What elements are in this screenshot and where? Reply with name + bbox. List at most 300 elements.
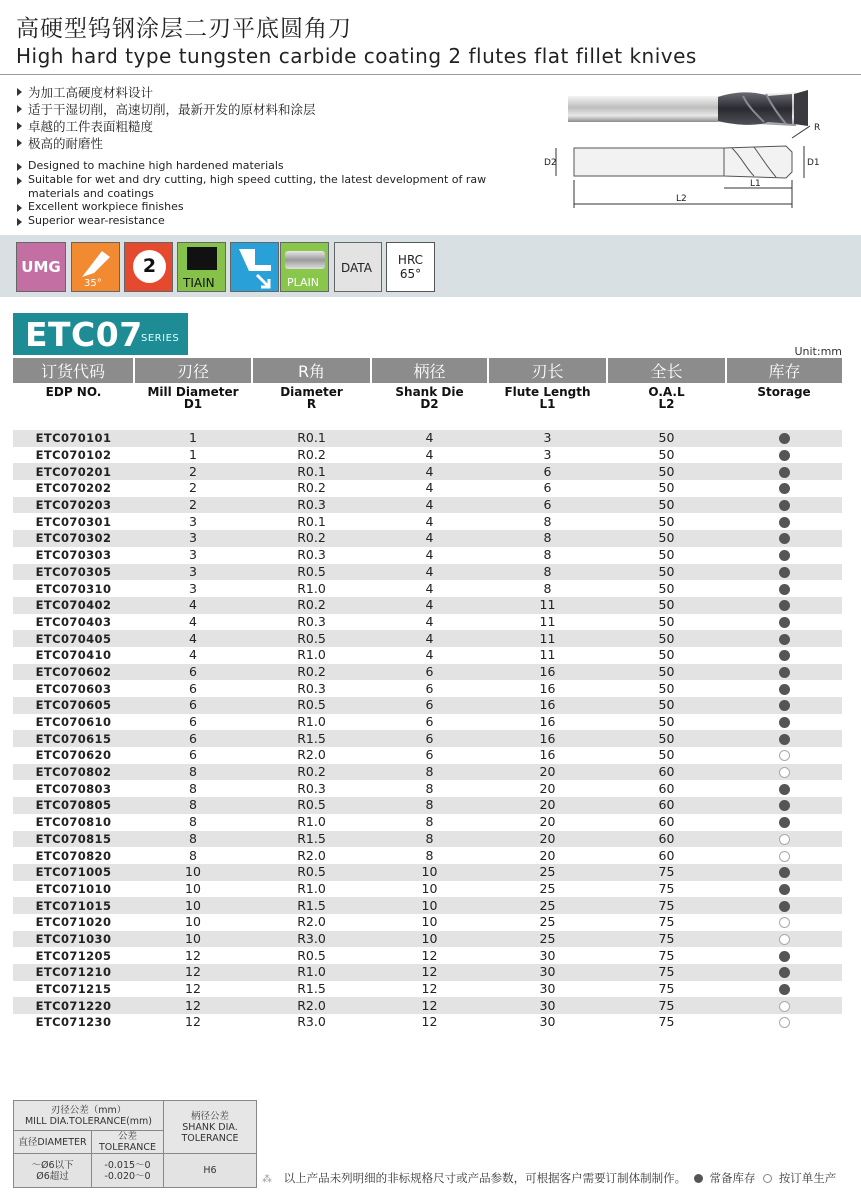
table-cell: R0.3 — [252, 547, 371, 564]
table-cell: 10 — [134, 914, 252, 931]
in-stock-icon — [779, 650, 790, 661]
edp-cell: ETC070302 — [13, 530, 134, 547]
table-cell: 75 — [607, 881, 726, 898]
table-cell: 1 — [134, 430, 252, 447]
in-stock-icon — [779, 734, 790, 745]
table-cell: 50 — [607, 647, 726, 664]
feature-list-en — [16, 159, 536, 228]
in-stock-icon — [779, 700, 790, 711]
table-row — [13, 597, 842, 614]
table-cell: R2.0 — [252, 914, 371, 931]
hrc-value: 65° — [399, 267, 422, 281]
column-header-en — [134, 383, 252, 430]
table-cell: 10 — [371, 864, 488, 881]
table-row — [13, 547, 842, 564]
footnote — [262, 1170, 836, 1186]
helix-angle-icon — [71, 242, 120, 292]
stock-legend-icon — [694, 1174, 703, 1183]
l2-label: L2 — [676, 194, 687, 204]
storage-cell — [726, 814, 842, 831]
shank-tolerance-value: H6 — [164, 1154, 257, 1188]
storage-cell — [726, 513, 842, 530]
in-stock-icon — [779, 634, 790, 645]
edp-cell: ETC071005 — [13, 864, 134, 881]
edp-cell: ETC071210 — [13, 964, 134, 981]
column-header-cn: 订货代码 — [13, 358, 134, 383]
diameter-range-2: Ø6超过 — [36, 1170, 69, 1182]
table-cell: 8 — [134, 814, 252, 831]
in-stock-icon — [779, 450, 790, 461]
table-cell: 11 — [488, 647, 607, 664]
column-header-cn: 柄径 — [371, 358, 488, 383]
table-cell: 50 — [607, 680, 726, 697]
storage-cell — [726, 463, 842, 480]
in-stock-icon — [779, 617, 790, 628]
table-cell: 8 — [134, 797, 252, 814]
table-cell: 3 — [134, 547, 252, 564]
table-cell: R1.5 — [252, 897, 371, 914]
table-cell: 8 — [134, 847, 252, 864]
table-cell: R2.0 — [252, 747, 371, 764]
table-cell: 12 — [134, 964, 252, 981]
table-cell: 75 — [607, 964, 726, 981]
table-cell: 3 — [488, 430, 607, 447]
made-to-order-icon — [779, 767, 790, 778]
table-cell: R0.2 — [252, 530, 371, 547]
table-cell: 3 — [134, 564, 252, 581]
table-cell: 50 — [607, 513, 726, 530]
table-cell: 6 — [488, 497, 607, 514]
table-row — [13, 614, 842, 631]
table-cell: 10 — [371, 897, 488, 914]
table-cell: 50 — [607, 530, 726, 547]
table-cell: R0.2 — [252, 597, 371, 614]
in-stock-icon — [779, 984, 790, 995]
table-cell: 4 — [134, 647, 252, 664]
table-cell: 4 — [134, 597, 252, 614]
table-cell: 50 — [607, 480, 726, 497]
table-cell: 10 — [134, 881, 252, 898]
column-header-en — [488, 383, 607, 430]
table-cell: 10 — [134, 931, 252, 948]
storage-cell — [726, 697, 842, 714]
table-row — [13, 697, 842, 714]
coating-icon — [177, 242, 226, 292]
table-cell: R2.0 — [252, 997, 371, 1014]
table-cell: 8 — [488, 530, 607, 547]
storage-cell — [726, 1014, 842, 1031]
table-cell: 3 — [134, 530, 252, 547]
table-row — [13, 447, 842, 464]
table-row — [13, 831, 842, 848]
table-row — [13, 847, 842, 864]
table-cell: 12 — [371, 964, 488, 981]
table-cell: 6 — [134, 664, 252, 681]
made-to-order-icon — [779, 1017, 790, 1028]
table-cell: 4 — [371, 597, 488, 614]
edp-cell: ETC070802 — [13, 764, 134, 781]
storage-cell — [726, 831, 842, 848]
tolerance-value-1: -0.015～0 — [104, 1159, 151, 1171]
table-cell: 12 — [371, 947, 488, 964]
table-cell: 75 — [607, 864, 726, 881]
storage-cell — [726, 580, 842, 597]
table-cell: 8 — [371, 847, 488, 864]
in-stock-icon — [779, 867, 790, 878]
edp-cell: ETC070403 — [13, 614, 134, 631]
table-cell: 11 — [488, 614, 607, 631]
spec-table-body — [13, 430, 842, 1031]
stock-legend-label: 常备库存 — [709, 1171, 756, 1185]
table-cell: 16 — [488, 714, 607, 731]
storage-cell — [726, 430, 842, 447]
table-cell: 6 — [134, 714, 252, 731]
edp-cell: ETC070101 — [13, 430, 134, 447]
table-cell: R0.3 — [252, 497, 371, 514]
table-cell: 16 — [488, 747, 607, 764]
table-cell: 8 — [488, 564, 607, 581]
in-stock-icon — [779, 500, 790, 511]
edp-cell: ETC070820 — [13, 847, 134, 864]
page-title-en: High hard type tungsten carbide coating 2 flutes flat fillet knives — [16, 44, 697, 68]
table-row — [13, 864, 842, 881]
table-cell: 12 — [371, 981, 488, 998]
table-cell: R0.5 — [252, 630, 371, 647]
table-cell: 4 — [371, 647, 488, 664]
in-stock-icon — [779, 483, 790, 494]
table-cell: 8 — [488, 580, 607, 597]
coating-label: TIAIN — [183, 276, 215, 290]
feature-cn-item: 极高的耐磨性 — [16, 135, 536, 152]
spec-table — [13, 358, 842, 1031]
edp-cell: ETC070615 — [13, 730, 134, 747]
feature-cn-item: 卓越的工件表面粗糙度 — [16, 118, 536, 135]
in-stock-icon — [779, 784, 790, 795]
edp-cell: ETC070410 — [13, 647, 134, 664]
title-divider — [0, 74, 861, 75]
made-to-order-icon — [779, 851, 790, 862]
shank-tolerance-cn: 柄径公差 — [190, 1110, 229, 1122]
unit-label: Unit:mm — [794, 345, 842, 358]
table-cell: 4 — [371, 630, 488, 647]
in-stock-icon — [779, 433, 790, 444]
edp-cell: ETC071220 — [13, 997, 134, 1014]
table-cell: 60 — [607, 780, 726, 797]
edp-cell: ETC071205 — [13, 947, 134, 964]
table-row — [13, 797, 842, 814]
column-header-en-main: Storage — [757, 385, 811, 399]
table-cell: 8 — [488, 513, 607, 530]
storage-cell — [726, 797, 842, 814]
table-cell: R1.0 — [252, 714, 371, 731]
storage-cell — [726, 931, 842, 948]
storage-cell — [726, 547, 842, 564]
table-cell: R1.5 — [252, 831, 371, 848]
table-cell: R1.0 — [252, 580, 371, 597]
table-cell: 16 — [488, 730, 607, 747]
table-cell: 4 — [371, 463, 488, 480]
table-cell: 6 — [134, 747, 252, 764]
table-cell: 50 — [607, 747, 726, 764]
helix-angle-label: 35° — [84, 278, 102, 289]
table-cell: 75 — [607, 914, 726, 931]
table-cell: 1 — [134, 447, 252, 464]
table-row — [13, 580, 842, 597]
edp-cell: ETC071215 — [13, 981, 134, 998]
storage-cell — [726, 847, 842, 864]
storage-cell — [726, 764, 842, 781]
table-cell: R0.1 — [252, 463, 371, 480]
table-cell: 6 — [371, 714, 488, 731]
table-cell: 60 — [607, 797, 726, 814]
column-header-en-main: Flute Length — [504, 385, 591, 399]
table-cell: 4 — [371, 580, 488, 597]
column-header-cn: 全长 — [607, 358, 726, 383]
table-row — [13, 1014, 842, 1031]
table-cell: 6 — [371, 680, 488, 697]
in-stock-icon — [779, 717, 790, 728]
column-header-cn: R角 — [252, 358, 371, 383]
table-cell: 3 — [488, 447, 607, 464]
made-to-order-icon — [779, 834, 790, 845]
table-cell: R0.1 — [252, 513, 371, 530]
table-row — [13, 480, 842, 497]
storage-cell — [726, 564, 842, 581]
table-cell: 3 — [134, 513, 252, 530]
table-cell: 4 — [371, 564, 488, 581]
flutes-icon — [124, 242, 173, 292]
storage-cell — [726, 664, 842, 681]
table-cell: 30 — [488, 997, 607, 1014]
column-header-en-symbol: R — [306, 397, 317, 411]
table-cell: 12 — [371, 997, 488, 1014]
column-header-en — [726, 383, 842, 430]
table-cell: 4 — [371, 547, 488, 564]
edp-cell: ETC070610 — [13, 714, 134, 731]
table-cell: 4 — [371, 430, 488, 447]
table-cell: 30 — [488, 964, 607, 981]
feature-en-item: Designed to machine high hardened materials — [16, 159, 536, 173]
feature-list — [16, 84, 536, 228]
table-cell: 6 — [371, 664, 488, 681]
column-header-en-symbol: L2 — [658, 397, 675, 411]
corner-radius-icon — [230, 242, 279, 292]
feature-en-item: Suitable for wet and dry cutting, high speed cutting, the latest development of raw materials and coatings — [16, 173, 536, 201]
table-cell: R0.2 — [252, 480, 371, 497]
table-cell: R1.5 — [252, 981, 371, 998]
table-cell: 11 — [488, 630, 607, 647]
storage-cell — [726, 864, 842, 881]
table-cell: 50 — [607, 714, 726, 731]
table-cell: 60 — [607, 814, 726, 831]
table-cell: 6 — [371, 697, 488, 714]
table-row — [13, 897, 842, 914]
table-cell: 50 — [607, 730, 726, 747]
table-cell: 4 — [134, 630, 252, 647]
storage-cell — [726, 914, 842, 931]
table-cell: 75 — [607, 931, 726, 948]
table-cell: 20 — [488, 764, 607, 781]
table-cell: R1.0 — [252, 881, 371, 898]
storage-cell — [726, 881, 842, 898]
table-cell: R0.3 — [252, 780, 371, 797]
table-cell: R0.2 — [252, 664, 371, 681]
made-to-order-icon — [779, 934, 790, 945]
column-header-cn: 刃径 — [134, 358, 252, 383]
table-cell: 10 — [134, 897, 252, 914]
table-cell: 10 — [371, 914, 488, 931]
table-cell: 6 — [488, 463, 607, 480]
order-legend-label: 按订单生产 — [778, 1171, 837, 1185]
table-cell: 8 — [134, 764, 252, 781]
column-header-en-main: EDP NO. — [45, 385, 102, 399]
flutes-count: 2 — [133, 250, 166, 283]
table-row — [13, 997, 842, 1014]
series-name: ETC07 — [25, 315, 143, 354]
tolerance-col-header: 公差TOLERANCE — [92, 1131, 164, 1154]
in-stock-icon — [779, 533, 790, 544]
data-label: DATA — [341, 261, 372, 275]
edp-cell: ETC070201 — [13, 463, 134, 480]
column-header-cn: 库存 — [726, 358, 842, 383]
edp-cell: ETC070602 — [13, 664, 134, 681]
shank-type-label: PLAIN — [287, 276, 320, 289]
storage-cell — [726, 780, 842, 797]
storage-cell — [726, 897, 842, 914]
table-cell: 50 — [607, 580, 726, 597]
table-cell: 4 — [371, 614, 488, 631]
edp-cell: ETC070605 — [13, 697, 134, 714]
edp-cell: ETC070402 — [13, 597, 134, 614]
table-row — [13, 664, 842, 681]
table-row — [13, 680, 842, 697]
edp-cell: ETC070310 — [13, 580, 134, 597]
table-cell: R0.5 — [252, 697, 371, 714]
tool-drawing — [540, 118, 852, 212]
table-row — [13, 497, 842, 514]
table-cell: 2 — [134, 463, 252, 480]
tolerance-values — [92, 1154, 164, 1188]
edp-cell: ETC071230 — [13, 1014, 134, 1031]
edp-cell: ETC070303 — [13, 547, 134, 564]
in-stock-icon — [779, 901, 790, 912]
table-cell: R0.2 — [252, 764, 371, 781]
table-cell: 6 — [134, 680, 252, 697]
mill-tolerance-en: MILL DIA.TOLERANCE(mm) — [24, 1115, 153, 1127]
table-cell: 12 — [134, 947, 252, 964]
in-stock-icon — [779, 567, 790, 578]
hrc-label: HRC — [397, 253, 424, 267]
hrc-badge — [386, 242, 435, 292]
edp-cell: ETC070805 — [13, 797, 134, 814]
edp-cell: ETC070803 — [13, 780, 134, 797]
column-header-en — [371, 383, 488, 430]
edp-cell: ETC070305 — [13, 564, 134, 581]
feature-cn-item: 适于干湿切削，高速切削，最新开发的原材料和涂层 — [16, 101, 536, 118]
table-cell: 75 — [607, 897, 726, 914]
edp-cell: ETC071020 — [13, 914, 134, 931]
series-banner — [13, 313, 188, 355]
table-cell: 50 — [607, 430, 726, 447]
table-cell: 8 — [371, 780, 488, 797]
table-cell: 4 — [371, 497, 488, 514]
table-cell: 6 — [134, 730, 252, 747]
table-cell: 25 — [488, 897, 607, 914]
made-to-order-icon — [779, 750, 790, 761]
table-cell: 12 — [134, 981, 252, 998]
table-row — [13, 530, 842, 547]
storage-cell — [726, 647, 842, 664]
table-row — [13, 463, 842, 480]
table-cell: 8 — [488, 547, 607, 564]
in-stock-icon — [779, 584, 790, 595]
table-cell: 4 — [371, 530, 488, 547]
column-header-en — [607, 383, 726, 430]
table-cell: 2 — [134, 480, 252, 497]
in-stock-icon — [779, 884, 790, 895]
storage-cell — [726, 597, 842, 614]
column-header-en-main: Mill Diameter — [147, 385, 239, 399]
table-cell: 25 — [488, 864, 607, 881]
feature-en-item: Superior wear-resistance — [16, 214, 536, 228]
table-cell: R0.3 — [252, 680, 371, 697]
table-cell: R0.5 — [252, 564, 371, 581]
table-cell: 6 — [488, 480, 607, 497]
in-stock-icon — [779, 667, 790, 678]
column-header-en-symbol: D1 — [183, 397, 203, 411]
table-cell: 60 — [607, 764, 726, 781]
footnote-text: 以上产品未列明细的非标规格尺寸或产品参数，可根据客户需要订制体制制作。 — [283, 1171, 687, 1185]
table-cell: 50 — [607, 463, 726, 480]
tolerance-value-2: -0.020～0 — [104, 1170, 151, 1182]
table-cell: 60 — [607, 831, 726, 848]
in-stock-icon — [779, 684, 790, 695]
table-cell: 20 — [488, 797, 607, 814]
table-cell: 2 — [134, 497, 252, 514]
umg-badge: UMG — [16, 242, 66, 292]
table-row — [13, 430, 842, 447]
made-to-order-icon — [779, 1001, 790, 1012]
diameter-range-1: ～Ø6以下 — [31, 1159, 74, 1171]
table-cell: R1.0 — [252, 647, 371, 664]
table-row — [13, 513, 842, 530]
table-cell: R3.0 — [252, 931, 371, 948]
storage-cell — [726, 447, 842, 464]
table-cell: 4 — [134, 614, 252, 631]
table-cell: 20 — [488, 814, 607, 831]
table-cell: R0.5 — [252, 947, 371, 964]
edp-cell: ETC070301 — [13, 513, 134, 530]
table-row — [13, 881, 842, 898]
table-cell: 6 — [371, 747, 488, 764]
table-cell: 16 — [488, 664, 607, 681]
table-row — [13, 964, 842, 981]
table-cell: 50 — [607, 664, 726, 681]
edp-cell: ETC070815 — [13, 831, 134, 848]
table-cell: R0.5 — [252, 797, 371, 814]
in-stock-icon — [779, 467, 790, 478]
table-cell: 50 — [607, 547, 726, 564]
edp-cell: ETC071015 — [13, 897, 134, 914]
table-cell: 8 — [134, 831, 252, 848]
table-cell: 10 — [371, 881, 488, 898]
edp-cell: ETC070620 — [13, 747, 134, 764]
column-header-en-main: Diameter — [280, 385, 343, 399]
table-cell: 30 — [488, 947, 607, 964]
in-stock-icon — [779, 800, 790, 811]
table-cell: 11 — [488, 597, 607, 614]
made-to-order-icon — [779, 917, 790, 928]
